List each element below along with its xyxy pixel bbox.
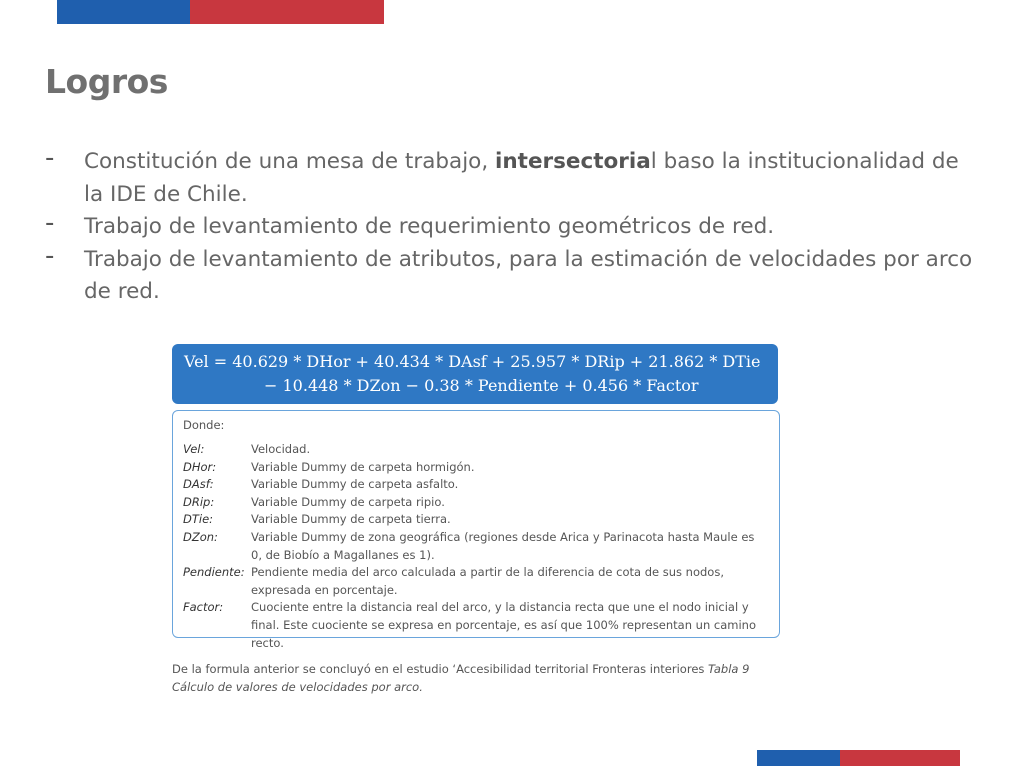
bullet-1-bold-text: intersectoria (495, 149, 651, 174)
formula-box (172, 344, 778, 404)
bullet-dash: - (45, 240, 55, 271)
caption-italic-text: Tabla 9 Cálculo de valores de velocidades por arco. (172, 662, 750, 694)
definition-desc: Variable Dummy de carpeta asfalto. (251, 477, 459, 492)
bullet-dash: - (45, 208, 55, 238)
bullet-1-text-start: Constitución de una mesa de trabajo, (84, 149, 495, 174)
definition-row (183, 441, 769, 459)
definitions-table (183, 441, 769, 652)
flag-red-segment (840, 750, 960, 766)
formula-line-2: − 10.448 * DZon − 0.38 * Pendiente + 0.456 * Factor (264, 376, 699, 395)
definition-desc: Variable Dummy de carpeta tierra. (251, 512, 451, 527)
caption-text: De la formula anterior se concluyó en el estudio ‘Accesibilidad territorial Fronteras interiores (172, 662, 709, 676)
definition-row (183, 529, 769, 564)
definition-term: DHor: (183, 459, 217, 474)
definition-term: DAsf: (183, 477, 214, 492)
definition-row (183, 564, 769, 599)
definition-desc: Variable Dummy de carpeta ripio. (251, 494, 445, 509)
definition-term: Pendiente: (183, 565, 245, 580)
definition-term: DRip: (183, 494, 215, 509)
definition-row (183, 459, 769, 477)
definition-desc: Variable Dummy de carpeta hormigón. (251, 459, 475, 474)
definition-desc: Variable Dummy de zona geográfica (regiones desde Arica y Parinacota hasta Maule es 0, de Biobío a Magallanes es 1). (251, 529, 755, 562)
flag-blue-segment (57, 0, 190, 24)
definition-desc: Pendiente media del arco calculada a partir de la diferencia de cota de sus nodos, expresada en porcentaje. (251, 565, 724, 597)
definition-term: DTie: (183, 512, 214, 527)
formula-line-1: Vel = 40.629 * DHor + 40.434 * DAsf + 25.957 * DRip + 21.862 * DTie (184, 352, 761, 371)
definition-term: DZon: (183, 529, 218, 544)
definition-term: Factor: (183, 600, 224, 615)
slide-title: Logros (45, 62, 168, 101)
bullet-1-text-end: l baso la institucionalidad de la IDE de Chile. (84, 149, 959, 207)
source-caption (172, 660, 792, 696)
bullet-dash: - (45, 143, 55, 173)
bullet-2-text: Trabajo de levantamiento de requerimiento geométricos de red. (84, 214, 775, 239)
bullet-item-1 (45, 143, 975, 211)
definitions-box (172, 410, 780, 650)
definition-desc: Cuociente entre la distancia real del arco, y la distancia recta que une el nodo inicial y final. Este cuociente se expresa en porcentaje, es así que 100% representan un camino recto. (251, 600, 756, 650)
definition-term: Vel: (183, 442, 205, 456)
definition-row (183, 494, 769, 512)
bullet-3-text: Trabajo de levantamiento de atributos, para la estimación de velocidades por arco de red. (84, 246, 973, 304)
flag-stripe-top (57, 0, 384, 24)
bullet-item-2 (45, 208, 975, 244)
definition-row (183, 511, 769, 529)
definition-row (183, 476, 769, 494)
definition-row (183, 599, 769, 652)
definitions-heading: Donde: (183, 418, 225, 432)
flag-blue-segment (757, 750, 840, 766)
bullet-item-3 (45, 240, 975, 309)
bullet-list (45, 143, 975, 309)
flag-red-segment (190, 0, 384, 24)
definition-desc: Velocidad. (251, 442, 311, 456)
flag-stripe-bottom (757, 750, 960, 766)
